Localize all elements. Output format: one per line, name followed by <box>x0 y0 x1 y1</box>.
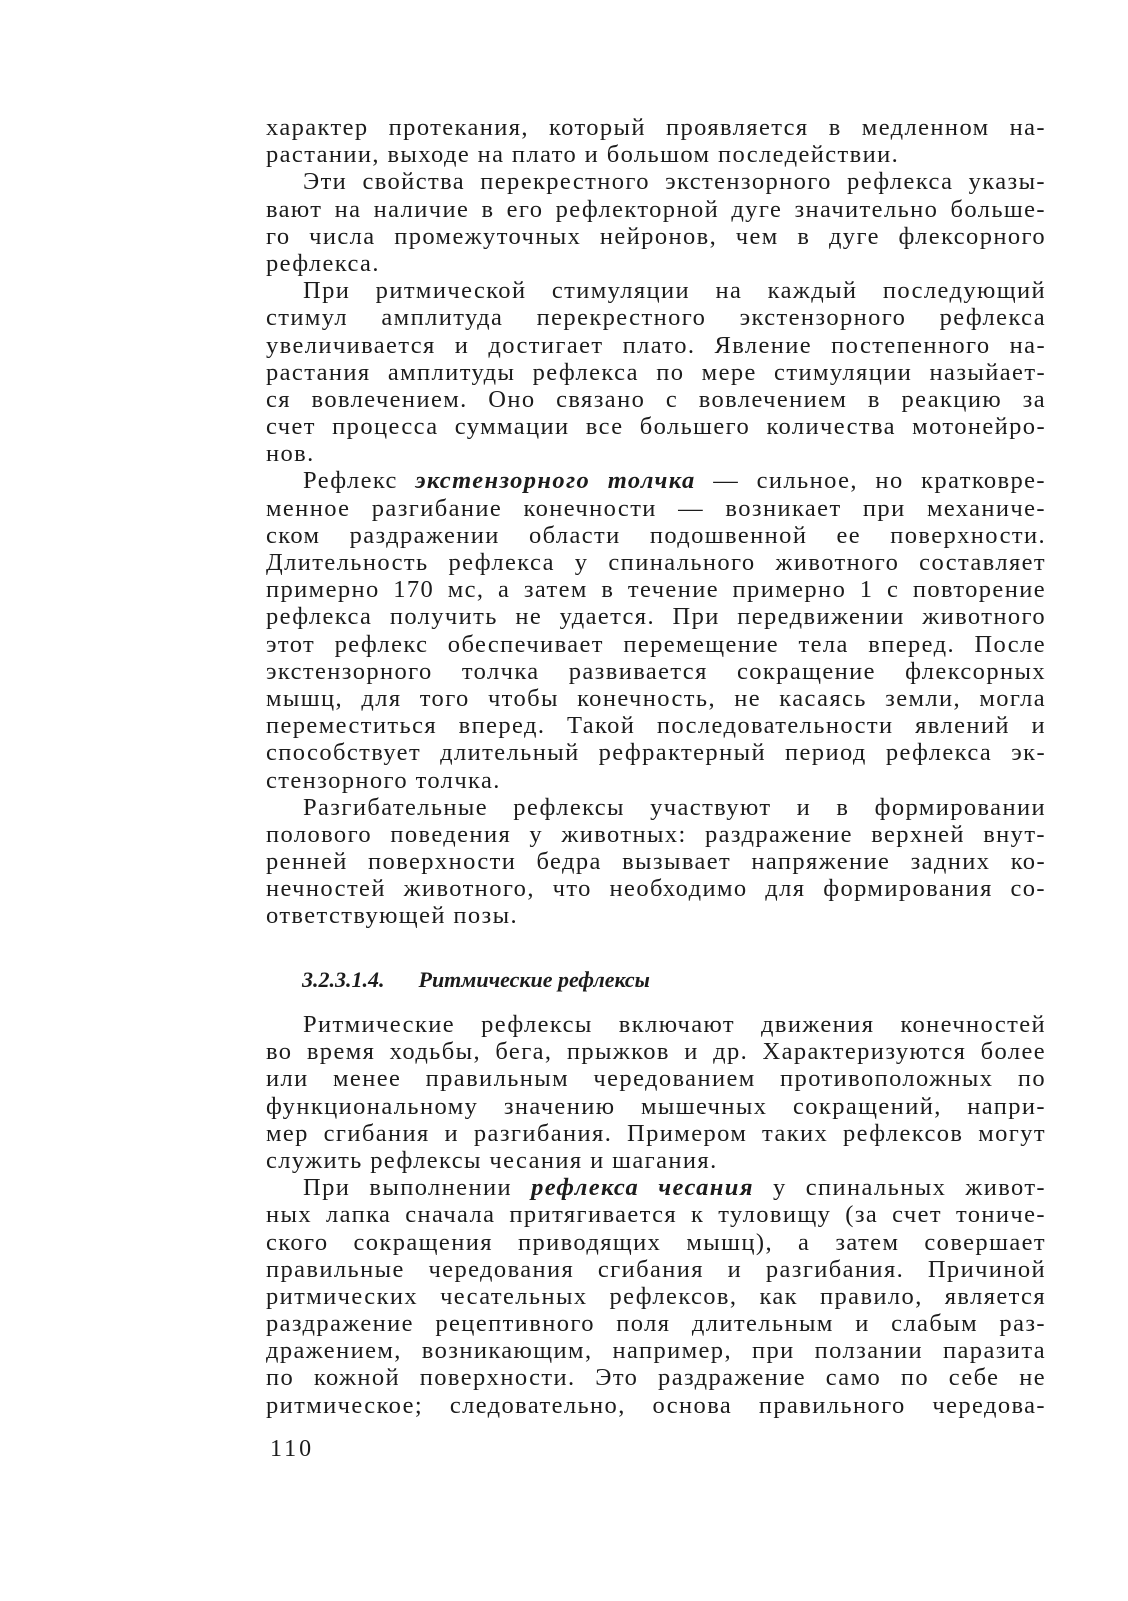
text-line: ского сокращения приводящих мышц), а затем совершает <box>266 1228 1046 1256</box>
text-line: менное разгибание конечности — возникает при механиче- <box>266 494 1046 522</box>
text-line: растания амплитуды рефлекса по мере стимуляции назыйает- <box>266 358 1046 386</box>
text-line: рефлекса получить не удается. При передвижении животного <box>266 603 1046 631</box>
emphasis-term: экстензорного толчка <box>415 467 696 495</box>
text-line: нов. <box>266 440 315 468</box>
emphasis-term: рефлекса чесания <box>531 1174 754 1202</box>
text-line: Ритмические рефлексы включают движения конечностей <box>303 1011 1046 1038</box>
section-number: 3.2.3.1.4. <box>302 967 385 992</box>
paragraph-group-4 <box>266 1201 1046 1419</box>
text-line: этот рефлекс обеспечивает перемещение тела вперед. После <box>266 630 1046 658</box>
paragraph-scratch-first-line <box>266 1174 1046 1201</box>
text-line: растании, выходе на плато и большом последействии. <box>266 141 900 169</box>
page-number: 110 <box>270 1436 315 1462</box>
paragraph-group-2 <box>266 495 1046 930</box>
text-line: счет процесса суммации все большего количества мотонейро- <box>266 413 1046 441</box>
text-line: Эти свойства перекрестного экстензорного рефлекса указы- <box>303 168 1046 196</box>
text-line: служить рефлексы чесания и шагания. <box>266 1146 718 1174</box>
text-line: стимул амплитуда перекрестного экстензорного рефлекса <box>266 304 1046 332</box>
text-line: полового поведения у животных: раздражение верхней внут- <box>266 820 1046 848</box>
text-run: При выполнении <box>303 1174 532 1202</box>
text-line: Длительность рефлекса у спинального животного составляет <box>266 549 1046 576</box>
text-line: способствует длительный рефрактерный период рефлекса эк- <box>266 739 1046 767</box>
text-line: дражением, возникающим, например, при ползании паразита <box>266 1337 1046 1365</box>
text-run: у спинальных живот- <box>753 1174 1046 1202</box>
text-line: функциональному значению мышечных сокращений, напри- <box>266 1092 1046 1120</box>
text-line: ритмических чесательных рефлексов, как правило, является <box>266 1282 1046 1310</box>
text-line: нечностей животного, что необходимо для формирования со- <box>266 875 1046 903</box>
text-line: ответствующей позы. <box>266 902 519 930</box>
section-title: Ритмические рефлексы <box>418 967 650 992</box>
text-line: экстензорного толчка развивается сокращение флексорных <box>266 657 1046 685</box>
text-line: примерно 170 мс, а затем в течение примерно 1 с повторение <box>266 576 1046 604</box>
text-line: ренней поверхности бедра вызывает напряжение задних ко- <box>266 848 1046 876</box>
text-line: мышц, для того чтобы конечность, не касаясь земли, могла <box>266 684 1046 712</box>
text-line: правильные чередования сгибания и разгибания. Причиной <box>266 1255 1046 1283</box>
text-column-top <box>266 114 1046 930</box>
text-line: стензорного толчка. <box>266 766 501 794</box>
paragraph-group-3 <box>266 1011 1046 1174</box>
text-line: по кожной поверхности. Это раздражение само по себе не <box>266 1364 1046 1392</box>
text-line: увеличивается и достигает плато. Явление постепенного на- <box>266 331 1046 359</box>
text-line: раздражение рецептивного поля длительным и слабым раз- <box>266 1310 1046 1338</box>
paragraph-group-1 <box>266 114 1046 467</box>
text-line: ных лапка сначала притягивается к туловищу (за счет тониче- <box>266 1201 1046 1229</box>
text-line: во время ходьбы, бега, прыжков и др. Характеризуются более <box>266 1038 1046 1066</box>
text-run: Рефлекс <box>303 467 416 495</box>
text-line: переместиться вперед. Такой последовательности явлений и <box>266 712 1046 740</box>
text-line: мер сгибания и разгибания. Примером таких рефлексов могут <box>266 1119 1046 1147</box>
section-heading <box>302 967 650 993</box>
text-line: ском раздражении области подошвенной ее поверхности. <box>266 521 1046 549</box>
text-line: характер протекания, который проявляется в медленном на- <box>266 114 1046 141</box>
text-line: ся вовлечением. Оно связано с вовлечением в реакцию за <box>266 385 1046 413</box>
text-line: ритмическое; следовательно, основа правильного чередова- <box>266 1391 1046 1419</box>
text-line: или менее правильным чередованием противоположных по <box>266 1065 1046 1093</box>
text-line: го числа промежуточных нейронов, чем в дуге флексорного <box>266 222 1046 250</box>
text-line: При ритмической стимуляции на каждый последующий <box>303 277 1046 305</box>
text-line: рефлекса. <box>266 249 380 277</box>
paragraph-extensor-thrust-first-line <box>266 467 1046 494</box>
text-line: Разгибательные рефлексы участвуют и в формировании <box>303 793 1046 821</box>
text-line: вают на наличие в его рефлекторной дуге значительно больше- <box>266 195 1046 223</box>
text-column-bottom <box>266 1011 1046 1419</box>
text-run: — сильное, но кратковре- <box>695 467 1046 495</box>
